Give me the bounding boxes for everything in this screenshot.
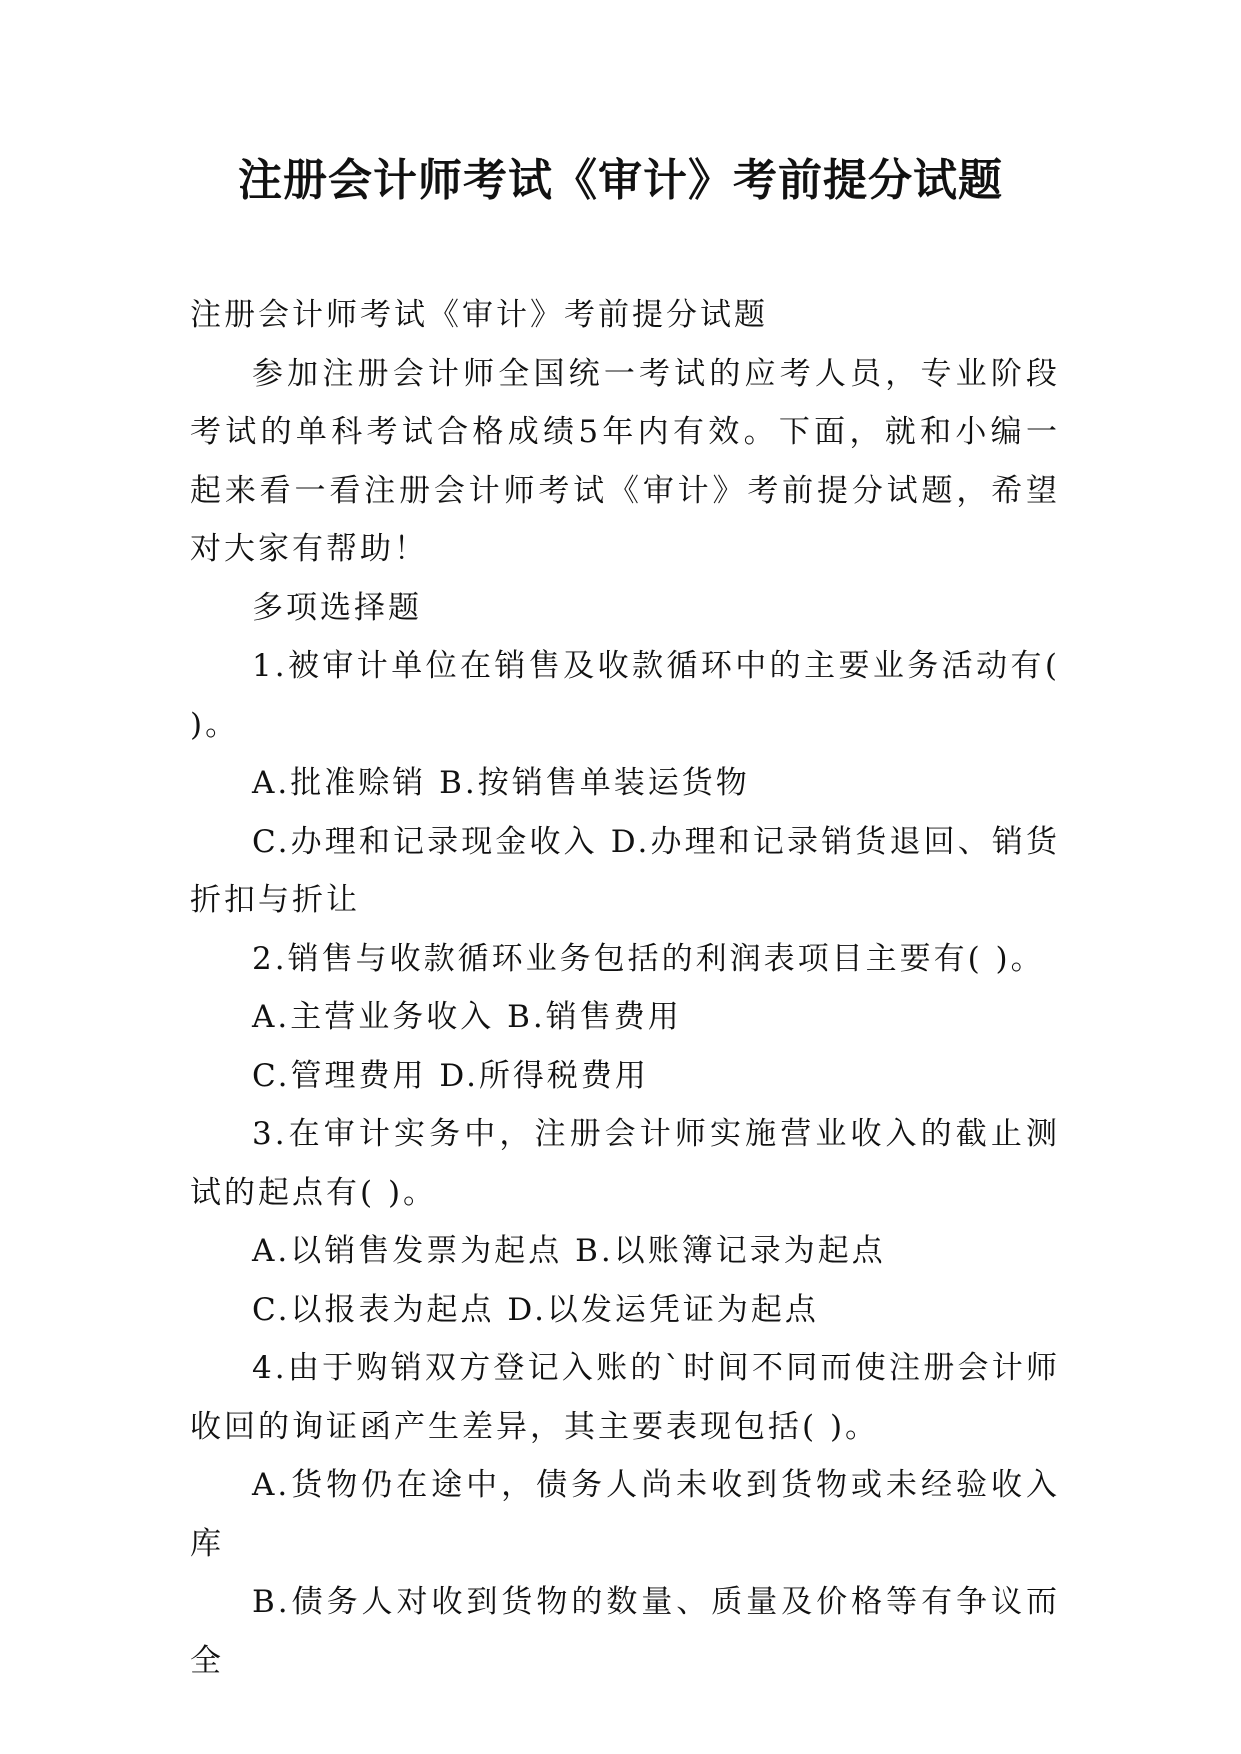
paragraph-intro: 参加注册会计师全国统一考试的应考人员，专业阶段考试的单科考试合格成绩5年内有效。下面，就和小编一起来看一看注册会计师考试《审计》考前提分试题，希望对大家有帮助！ (190, 355, 1060, 567)
question-1: 1.被审计单位在销售及收款循环中的主要业务活动有( )。 (190, 648, 1073, 743)
document-body (190, 286, 1073, 1690)
document-title: 注册会计师考试《审计》考前提分试题 (238, 155, 1003, 206)
question-3-options-ab: A.以销售发票为起点 B.以账簿记录为起点 (252, 1233, 886, 1269)
question-2: 2.销售与收款循环业务包括的利润表项目主要有( )。 (252, 940, 1045, 977)
question-2-options-cd: C.管理费用 D.所得税费用 (252, 1057, 649, 1094)
section-heading-multiple-choice: 多项选择题 (252, 589, 422, 626)
question-3-options-cd: C.以报表为起点 D.以发运凭证为起点 (252, 1291, 819, 1328)
question-4-option-a: A.货物仍在途中，债务人尚未收到货物或未经验收入库 (190, 1467, 1060, 1562)
paragraph-subtitle: 注册会计师考试《审计》考前提分试题 (190, 297, 768, 333)
question-2-options-ab: A.主营业务收入 B.销售费用 (252, 999, 682, 1035)
question-4: 4.由于购销双方登记入账的`时间不同而使注册会计师收回的询证函产生差异，其主要表现包括( )。 (190, 1350, 1060, 1445)
question-1-options-ab: A.批准赊销 B.按销售单装运货物 (252, 765, 750, 801)
question-4-option-b: B.债务人对收到货物的数量、质量及价格等有争议而全 (190, 1584, 1060, 1679)
question-3: 3.在审计实务中，注册会计师实施营业收入的截止测试的起点有( )。 (190, 1116, 1060, 1211)
question-1-options-cd: C.办理和记录现金收入 D.办理和记录销货退回、销货折扣与折让 (190, 823, 1060, 918)
